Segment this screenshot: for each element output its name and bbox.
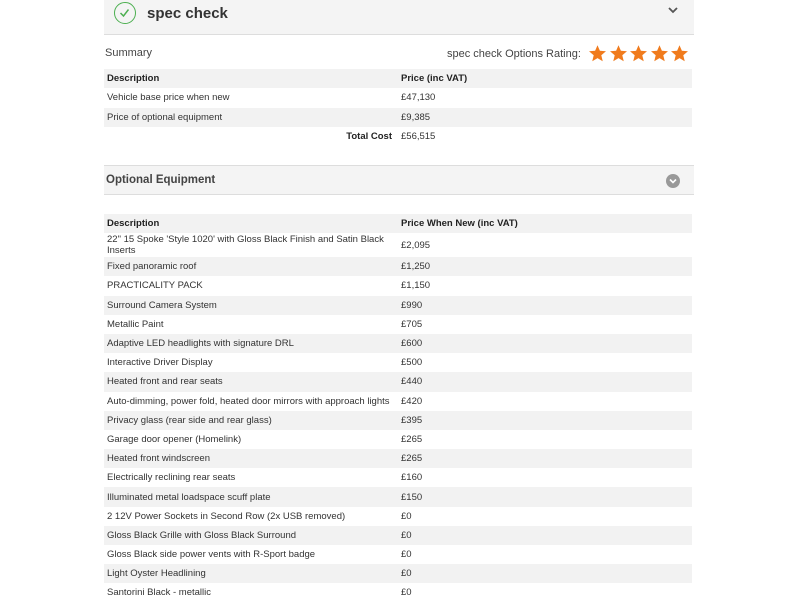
check-circle-icon [114, 2, 136, 24]
row-description: Heated front windscreen [107, 453, 210, 465]
row-price: £0 [401, 529, 412, 541]
table-row [104, 449, 692, 468]
header-title: spec check [147, 5, 228, 22]
summary-label: Summary [105, 47, 153, 59]
row-price: £150 [401, 491, 423, 503]
options-rating [447, 44, 689, 63]
table-row [104, 487, 692, 506]
row-price: £705 [401, 318, 423, 330]
row-description: Electrically reclining rear seats [107, 472, 236, 484]
row-description: 2 12V Power Sockets in Second Row (2x USB removed) [107, 510, 346, 522]
row-description: Surround Camera System [107, 299, 217, 311]
row-description: Metallic Paint [107, 318, 164, 330]
total-row [104, 127, 692, 146]
row-price: £0 [401, 587, 412, 599]
row-description: Gloss Black side power vents with R-Sport badge [107, 549, 316, 561]
row-price: £2,095 [401, 239, 431, 251]
spec-check-header[interactable] [104, 0, 694, 35]
row-price: £500 [401, 357, 423, 369]
table-row [104, 353, 692, 372]
row-price: £1,150 [401, 280, 431, 292]
table-row [104, 296, 692, 315]
row-description: Privacy glass (rear side and rear glass) [107, 414, 272, 426]
row-description: Santorini Black - metallic [107, 587, 212, 599]
table-row [104, 526, 692, 545]
row-price: £47,130 [401, 92, 436, 104]
table-row [104, 392, 692, 411]
total-value: £56,515 [401, 131, 436, 143]
table-row [104, 315, 692, 334]
row-description: Interactive Driver Display [107, 357, 213, 369]
row-description: 22" 15 Spoke 'Style 1020' with Gloss Black Finish and Satin Black Inserts [107, 234, 384, 257]
row-description: Fixed panoramic roof [107, 261, 197, 273]
row-price: £0 [401, 568, 412, 580]
star-icon [670, 44, 689, 63]
row-price: £9,385 [401, 111, 431, 123]
optional-equipment-toggle[interactable] [104, 165, 694, 195]
table-row [104, 468, 692, 487]
row-price: £600 [401, 338, 423, 350]
row-price: £160 [401, 472, 423, 484]
row-price: £0 [401, 510, 412, 522]
chevron-down-circle-icon[interactable] [666, 174, 680, 188]
optional-equipment-table [104, 214, 692, 603]
row-price: £395 [401, 414, 423, 426]
row-description: Auto-dimming, power fold, heated door mirrors with approach lights [107, 395, 390, 407]
row-price: £990 [401, 299, 423, 311]
table-row [104, 88, 692, 107]
table-row [104, 564, 692, 583]
row-price: £440 [401, 376, 423, 388]
row-description: Gloss Black Grille with Gloss Black Surround [107, 529, 297, 541]
star-icon [629, 44, 648, 63]
rating-label: spec check Options Rating: [447, 47, 581, 60]
table-row [104, 233, 692, 257]
star-icon [650, 44, 669, 63]
table-row [104, 372, 692, 391]
table-row [104, 411, 692, 430]
optional-equipment-title: Optional Equipment [106, 174, 216, 186]
row-description: Illuminated metal loadspace scuff plate [107, 491, 271, 503]
summary-table [104, 69, 692, 146]
row-description: Adaptive LED headlights with signature DRL [107, 338, 294, 350]
table-row [104, 507, 692, 526]
table-row [104, 430, 692, 449]
row-price: £1,250 [401, 261, 431, 273]
row-price: £265 [401, 433, 423, 445]
opt-col-description: Description [107, 218, 160, 230]
table-row [104, 334, 692, 353]
chevron-down-icon[interactable] [666, 3, 680, 20]
star-icon [609, 44, 628, 63]
row-price: £265 [401, 453, 423, 465]
row-description: Vehicle base price when new [107, 92, 230, 104]
row-description: PRACTICALITY PACK [107, 280, 203, 292]
row-description: Price of optional equipment [107, 111, 223, 123]
table-row [104, 276, 692, 295]
row-description: Garage door opener (Homelink) [107, 433, 242, 445]
row-description: Light Oyster Headlining [107, 568, 206, 580]
row-price: £420 [401, 395, 423, 407]
total-label: Total Cost [346, 131, 392, 143]
table-row [104, 545, 692, 564]
summary-col-price: Price (inc VAT) [401, 73, 468, 85]
opt-col-price: Price When New (inc VAT) [401, 218, 518, 230]
summary-col-description: Description [107, 73, 160, 85]
rating-stars [587, 44, 690, 63]
row-description: Heated front and rear seats [107, 376, 223, 388]
table-row [104, 108, 692, 127]
row-price: £0 [401, 549, 412, 561]
table-row [104, 257, 692, 276]
star-icon [588, 44, 607, 63]
